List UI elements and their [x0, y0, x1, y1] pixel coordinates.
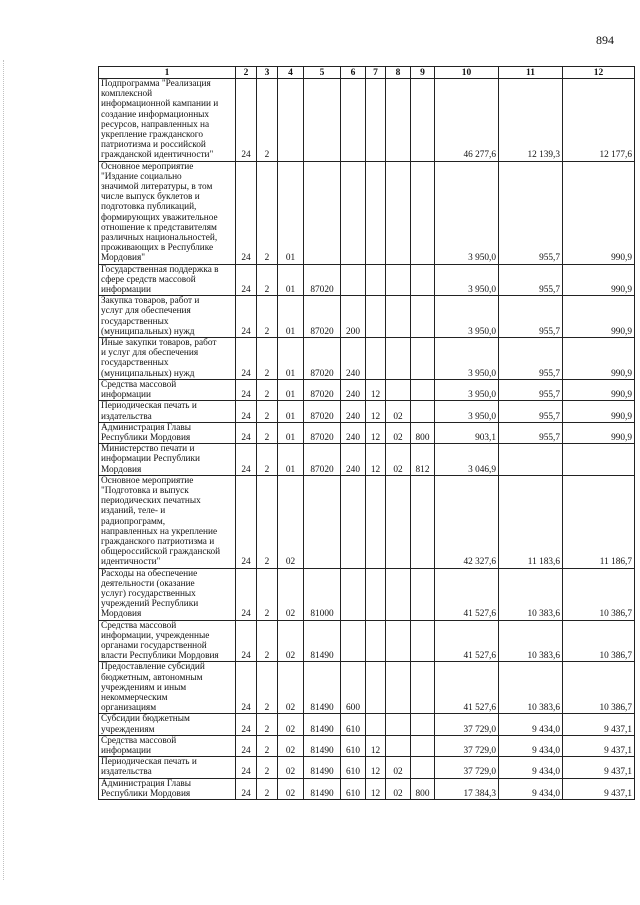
- row-name-cell: Периодическая печать и издательства: [99, 401, 236, 422]
- code-gp-cell: 24: [236, 296, 257, 338]
- code-subsection-cell: 02: [386, 444, 411, 476]
- code-direction-cell: 81000: [304, 568, 341, 620]
- code-om-cell: 01: [278, 296, 304, 338]
- code-gp-cell: 24: [236, 475, 257, 568]
- row-name-cell: Подпрограмма "Реализация комплексной информационной кампании и создание информационных ресурсов, направленных на укрепление гражданского патриотизма и российской гражданской идентичности": [99, 79, 236, 162]
- code-section-cell: 12: [366, 778, 386, 799]
- amount-col-12-cell: 990,9: [563, 264, 635, 296]
- code-om-cell: 01: [278, 161, 304, 264]
- code-sp-cell: 2: [257, 296, 278, 338]
- code-sp-cell: 2: [257, 161, 278, 264]
- amount-col-12-cell: 11 186,7: [563, 475, 635, 568]
- code-gp-cell: 24: [236, 401, 257, 422]
- table-row: [99, 757, 635, 778]
- code-expense-type-cell: 610: [341, 757, 366, 778]
- column-header-10: 10: [435, 67, 499, 79]
- row-name-cell: Предоставление субсидий бюджетным, автономным учреждениям и иным некоммерческим организациям: [99, 662, 236, 714]
- binding-edge-marks: [3, 60, 6, 880]
- column-header-11: 11: [499, 67, 563, 79]
- code-om-cell: 02: [278, 568, 304, 620]
- code-section-cell: [366, 568, 386, 620]
- row-name-cell: Расходы на обеспечение деятельности (оказание услуг) государственных учреждений Республики Мордовия: [99, 568, 236, 620]
- code-section-cell: 12: [366, 444, 386, 476]
- amount-col-10-cell: 41 527,6: [435, 568, 499, 620]
- code-subsection-cell: 02: [386, 422, 411, 443]
- code-expense-type-cell: 610: [341, 778, 366, 799]
- row-name-cell: Средства массовой информации: [99, 379, 236, 400]
- column-header-8: 8: [386, 67, 411, 79]
- amount-col-10-cell: 3 950,0: [435, 264, 499, 296]
- code-direction-cell: 87020: [304, 444, 341, 476]
- code-om-cell: 02: [278, 620, 304, 662]
- code-direction-cell: 87020: [304, 422, 341, 443]
- code-gp-cell: 24: [236, 161, 257, 264]
- table-row: [99, 444, 635, 476]
- code-expense-type-cell: 240: [341, 338, 366, 380]
- row-name-cell: Закупка товаров, работ и услуг для обеспечения государственных (муниципальных) нужд: [99, 296, 236, 338]
- code-subsection-cell: [386, 338, 411, 380]
- table-row: [99, 620, 635, 662]
- code-expense-type-cell: 240: [341, 444, 366, 476]
- code-section-cell: 12: [366, 379, 386, 400]
- code-sp-cell: 2: [257, 568, 278, 620]
- code-ministry-cell: 812: [411, 444, 435, 476]
- amount-col-12-cell: 9 437,1: [563, 778, 635, 799]
- code-ministry-cell: [411, 757, 435, 778]
- code-ministry-cell: [411, 401, 435, 422]
- code-subsection-cell: [386, 379, 411, 400]
- row-name-cell: Основное мероприятие "Издание социально значимой литературы, в том числе выпуск буклетов и подготовка публикаций, формирующих уважительное отношение к представителям различных национальностей, проживающих в Республике Мордовия": [99, 161, 236, 264]
- column-header-4: 4: [278, 67, 304, 79]
- code-ministry-cell: 800: [411, 422, 435, 443]
- code-ministry-cell: [411, 161, 435, 264]
- amount-col-11-cell: [499, 444, 563, 476]
- amount-col-12-cell: 9 437,1: [563, 735, 635, 756]
- code-expense-type-cell: 240: [341, 379, 366, 400]
- column-header-2: 2: [236, 67, 257, 79]
- code-sp-cell: 2: [257, 735, 278, 756]
- amount-col-12-cell: 990,9: [563, 338, 635, 380]
- code-sp-cell: 2: [257, 264, 278, 296]
- column-header-9: 9: [411, 67, 435, 79]
- amount-col-11-cell: 955,7: [499, 379, 563, 400]
- code-section-cell: 12: [366, 757, 386, 778]
- row-name-cell: Средства массовой информации: [99, 735, 236, 756]
- code-section-cell: 12: [366, 422, 386, 443]
- code-subsection-cell: [386, 264, 411, 296]
- column-header-5: 5: [304, 67, 341, 79]
- amount-col-11-cell: 955,7: [499, 422, 563, 443]
- code-direction-cell: 81490: [304, 778, 341, 799]
- code-gp-cell: 24: [236, 444, 257, 476]
- amount-col-11-cell: 11 183,6: [499, 475, 563, 568]
- code-expense-type-cell: 600: [341, 662, 366, 714]
- code-gp-cell: 24: [236, 620, 257, 662]
- code-ministry-cell: [411, 620, 435, 662]
- code-subsection-cell: 02: [386, 401, 411, 422]
- code-expense-type-cell: 610: [341, 735, 366, 756]
- code-gp-cell: 24: [236, 778, 257, 799]
- column-header-1: 1: [99, 67, 236, 79]
- code-gp-cell: 24: [236, 757, 257, 778]
- code-subsection-cell: 02: [386, 778, 411, 799]
- code-expense-type-cell: [341, 264, 366, 296]
- amount-col-12-cell: 10 386,7: [563, 620, 635, 662]
- code-om-cell: 01: [278, 422, 304, 443]
- table-row: [99, 735, 635, 756]
- code-om-cell: 01: [278, 379, 304, 400]
- amount-col-12-cell: 10 386,7: [563, 662, 635, 714]
- code-section-cell: [366, 714, 386, 735]
- code-sp-cell: 2: [257, 79, 278, 162]
- table-row: [99, 778, 635, 799]
- code-subsection-cell: [386, 296, 411, 338]
- code-om-cell: 01: [278, 264, 304, 296]
- code-expense-type-cell: [341, 568, 366, 620]
- amount-col-12-cell: 990,9: [563, 401, 635, 422]
- code-section-cell: [366, 620, 386, 662]
- code-expense-type-cell: 200: [341, 296, 366, 338]
- code-ministry-cell: [411, 338, 435, 380]
- amount-col-10-cell: 3 950,0: [435, 379, 499, 400]
- amount-col-11-cell: 955,7: [499, 264, 563, 296]
- code-subsection-cell: [386, 714, 411, 735]
- row-name-cell: Государственная поддержка в сфере средств массовой информации: [99, 264, 236, 296]
- amount-col-12-cell: 990,9: [563, 379, 635, 400]
- code-ministry-cell: [411, 379, 435, 400]
- amount-col-10-cell: 37 729,0: [435, 757, 499, 778]
- code-sp-cell: 2: [257, 379, 278, 400]
- code-gp-cell: 24: [236, 568, 257, 620]
- row-name-cell: Периодическая печать и издательства: [99, 757, 236, 778]
- code-sp-cell: 2: [257, 757, 278, 778]
- code-subsection-cell: [386, 620, 411, 662]
- amount-col-12-cell: 12 177,6: [563, 79, 635, 162]
- table-header-row: [99, 67, 635, 79]
- code-expense-type-cell: [341, 475, 366, 568]
- table-row: [99, 401, 635, 422]
- table-row: [99, 161, 635, 264]
- code-gp-cell: 24: [236, 714, 257, 735]
- code-gp-cell: 24: [236, 735, 257, 756]
- amount-col-10-cell: 17 384,3: [435, 778, 499, 799]
- code-direction-cell: 87020: [304, 338, 341, 380]
- code-sp-cell: 2: [257, 714, 278, 735]
- code-om-cell: 02: [278, 475, 304, 568]
- code-subsection-cell: [386, 735, 411, 756]
- table-row: [99, 79, 635, 162]
- code-direction-cell: [304, 79, 341, 162]
- code-sp-cell: 2: [257, 444, 278, 476]
- code-ministry-cell: [411, 296, 435, 338]
- amount-col-11-cell: 10 383,6: [499, 662, 563, 714]
- code-expense-type-cell: 610: [341, 714, 366, 735]
- code-section-cell: 12: [366, 735, 386, 756]
- code-subsection-cell: [386, 475, 411, 568]
- table-row: [99, 568, 635, 620]
- amount-col-11-cell: 955,7: [499, 401, 563, 422]
- amount-col-10-cell: 3 950,0: [435, 401, 499, 422]
- amount-col-11-cell: 10 383,6: [499, 568, 563, 620]
- amount-col-12-cell: 10 386,7: [563, 568, 635, 620]
- code-gp-cell: 24: [236, 422, 257, 443]
- amount-col-10-cell: 3 950,0: [435, 161, 499, 264]
- amount-col-11-cell: 9 434,0: [499, 714, 563, 735]
- row-name-cell: Администрация Главы Республики Мордовия: [99, 422, 236, 443]
- code-om-cell: 02: [278, 662, 304, 714]
- amount-col-10-cell: 46 277,6: [435, 79, 499, 162]
- column-header-6: 6: [341, 67, 366, 79]
- code-sp-cell: 2: [257, 778, 278, 799]
- code-subsection-cell: [386, 568, 411, 620]
- code-direction-cell: [304, 475, 341, 568]
- code-ministry-cell: [411, 568, 435, 620]
- code-direction-cell: 87020: [304, 401, 341, 422]
- amount-col-10-cell: 37 729,0: [435, 735, 499, 756]
- code-section-cell: [366, 662, 386, 714]
- code-gp-cell: 24: [236, 379, 257, 400]
- amount-col-12-cell: 9 437,1: [563, 714, 635, 735]
- code-gp-cell: 24: [236, 79, 257, 162]
- code-gp-cell: 24: [236, 264, 257, 296]
- code-section-cell: [366, 338, 386, 380]
- amount-col-12-cell: 990,9: [563, 161, 635, 264]
- code-sp-cell: 2: [257, 620, 278, 662]
- column-header-12: 12: [563, 67, 635, 79]
- code-ministry-cell: [411, 735, 435, 756]
- code-sp-cell: 2: [257, 338, 278, 380]
- code-om-cell: 01: [278, 444, 304, 476]
- table-row: [99, 475, 635, 568]
- amount-col-10-cell: 903,1: [435, 422, 499, 443]
- code-sp-cell: 2: [257, 422, 278, 443]
- code-section-cell: [366, 161, 386, 264]
- amount-col-10-cell: 41 527,6: [435, 662, 499, 714]
- code-om-cell: 01: [278, 338, 304, 380]
- amount-col-12-cell: 990,9: [563, 296, 635, 338]
- row-name-cell: Министерство печати и информации Республики Мордовия: [99, 444, 236, 476]
- code-om-cell: [278, 79, 304, 162]
- code-ministry-cell: [411, 662, 435, 714]
- amount-col-12-cell: [563, 444, 635, 476]
- table-row: [99, 714, 635, 735]
- code-gp-cell: 24: [236, 338, 257, 380]
- amount-col-12-cell: 9 437,1: [563, 757, 635, 778]
- code-direction-cell: 87020: [304, 296, 341, 338]
- table-row: [99, 296, 635, 338]
- code-expense-type-cell: 240: [341, 401, 366, 422]
- code-subsection-cell: [386, 161, 411, 264]
- row-name-cell: Иные закупки товаров, работ и услуг для обеспечения государственных (муниципальных) нужд: [99, 338, 236, 380]
- row-name-cell: Субсидии бюджетным учреждениям: [99, 714, 236, 735]
- code-gp-cell: 24: [236, 662, 257, 714]
- table-body: [99, 79, 635, 800]
- code-direction-cell: 81490: [304, 714, 341, 735]
- code-direction-cell: 81490: [304, 735, 341, 756]
- code-om-cell: 01: [278, 401, 304, 422]
- code-om-cell: 02: [278, 735, 304, 756]
- amount-col-10-cell: 3 950,0: [435, 338, 499, 380]
- code-ministry-cell: 800: [411, 778, 435, 799]
- table-row: [99, 264, 635, 296]
- code-om-cell: 02: [278, 778, 304, 799]
- table-row: [99, 422, 635, 443]
- column-header-7: 7: [366, 67, 386, 79]
- code-sp-cell: 2: [257, 662, 278, 714]
- code-ministry-cell: [411, 79, 435, 162]
- code-sp-cell: 2: [257, 401, 278, 422]
- code-section-cell: 12: [366, 401, 386, 422]
- code-subsection-cell: [386, 79, 411, 162]
- row-name-cell: Средства массовой информации, учрежденные органами государственной власти Республики Мордовия: [99, 620, 236, 662]
- amount-col-11-cell: 9 434,0: [499, 757, 563, 778]
- code-section-cell: [366, 296, 386, 338]
- table-row: [99, 338, 635, 380]
- amount-col-10-cell: 37 729,0: [435, 714, 499, 735]
- code-section-cell: [366, 264, 386, 296]
- code-ministry-cell: [411, 475, 435, 568]
- amount-col-12-cell: 990,9: [563, 422, 635, 443]
- amount-col-11-cell: 12 139,3: [499, 79, 563, 162]
- code-direction-cell: 87020: [304, 379, 341, 400]
- code-direction-cell: [304, 161, 341, 264]
- code-expense-type-cell: [341, 620, 366, 662]
- table-row: [99, 662, 635, 714]
- amount-col-10-cell: 41 527,6: [435, 620, 499, 662]
- code-direction-cell: 81490: [304, 620, 341, 662]
- amount-col-11-cell: 955,7: [499, 161, 563, 264]
- amount-col-10-cell: 3 046,9: [435, 444, 499, 476]
- code-direction-cell: 87020: [304, 264, 341, 296]
- code-subsection-cell: [386, 662, 411, 714]
- amount-col-11-cell: 9 434,0: [499, 735, 563, 756]
- amount-col-11-cell: 955,7: [499, 296, 563, 338]
- code-om-cell: 02: [278, 714, 304, 735]
- amount-col-10-cell: 3 950,0: [435, 296, 499, 338]
- code-ministry-cell: [411, 264, 435, 296]
- code-section-cell: [366, 475, 386, 568]
- code-sp-cell: 2: [257, 475, 278, 568]
- code-om-cell: 02: [278, 757, 304, 778]
- table-row: [99, 379, 635, 400]
- row-name-cell: Администрация Главы Республики Мордовия: [99, 778, 236, 799]
- code-ministry-cell: [411, 714, 435, 735]
- budget-table: [98, 66, 635, 800]
- page-number: 894: [596, 33, 614, 47]
- amount-col-11-cell: 9 434,0: [499, 778, 563, 799]
- amount-col-10-cell: 42 327,6: [435, 475, 499, 568]
- amount-col-11-cell: 10 383,6: [499, 620, 563, 662]
- amount-col-11-cell: 955,7: [499, 338, 563, 380]
- row-name-cell: Основное мероприятие "Подготовка и выпуск периодических печатных изданий, теле- и радиопрограмм, направленных на укрепление гражданского патриотизма и общероссийской гражданской идентичности": [99, 475, 236, 568]
- code-subsection-cell: 02: [386, 757, 411, 778]
- code-direction-cell: 81490: [304, 757, 341, 778]
- code-section-cell: [366, 79, 386, 162]
- code-expense-type-cell: [341, 161, 366, 264]
- code-expense-type-cell: 240: [341, 422, 366, 443]
- column-header-3: 3: [257, 67, 278, 79]
- code-direction-cell: 81490: [304, 662, 341, 714]
- code-expense-type-cell: [341, 79, 366, 162]
